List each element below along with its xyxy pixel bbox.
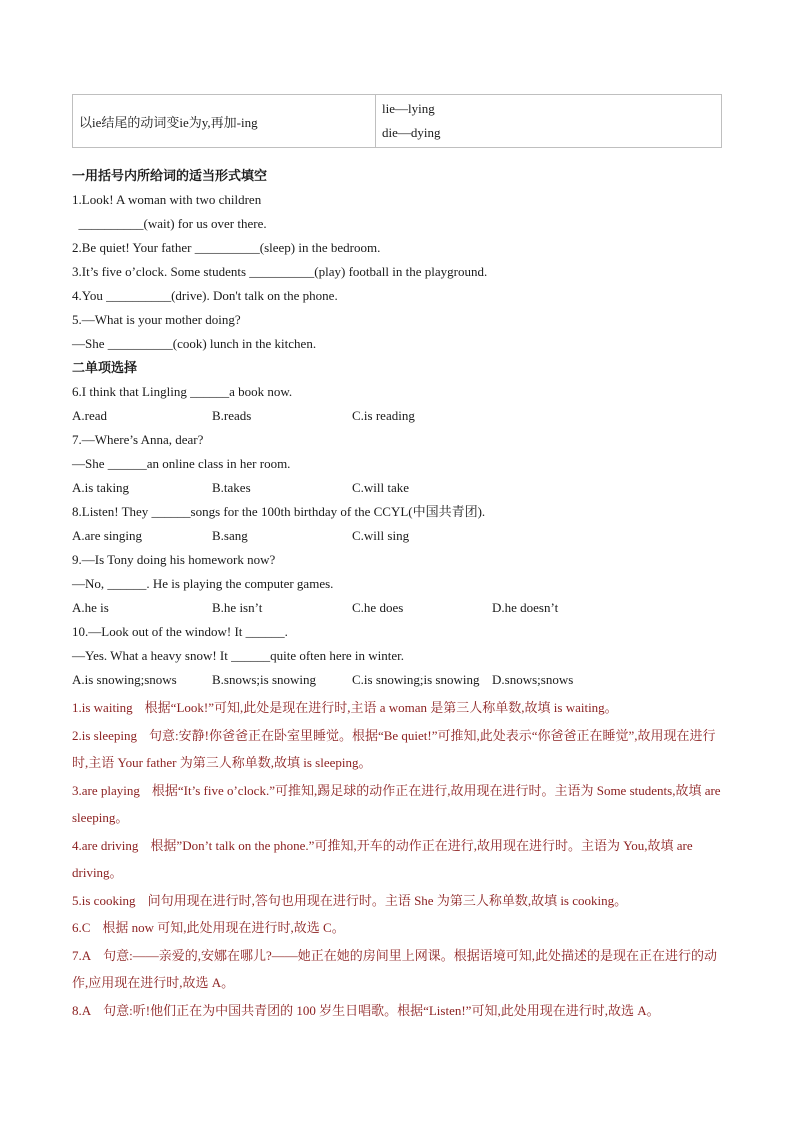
answer-item [72, 777, 724, 832]
answer-item [72, 914, 724, 942]
question-stem: —Yes. What a heavy snow! It ______quite often here in winter. [72, 648, 405, 663]
answer-explanation: 问句用现在进行时,答句也用现在进行时。主语 She 为第三人称单数,故填 is cooking。 [147, 892, 628, 908]
option: B.sang [212, 528, 248, 543]
answer-number: 3.are playing [72, 782, 140, 798]
answer-item [72, 832, 724, 887]
question-stem: 9.—Is Tony doing his homework now? [72, 552, 276, 567]
answer-explanation: 根据”Don’t talk on the phone.”可推知,开车的动作正在进行,故用现在进行时。主语为 You,故填 are driving。 [72, 837, 693, 880]
answer-key [72, 694, 724, 1024]
option: A.is snowing;snows [72, 672, 177, 687]
question-stem: —She ______an online class in her room. [72, 456, 291, 471]
question-stem: 6.I think that Lingling ______a book now. [72, 384, 293, 399]
answer-number: 7.A [72, 947, 92, 963]
option: C.will take [352, 480, 410, 495]
section-title: 二单项选择 [72, 360, 138, 375]
question-stem: —No, ______. He is playing the computer games. [72, 576, 334, 591]
option: B.he isn’t [212, 600, 263, 615]
option: C.will sing [352, 528, 410, 543]
answer-number: 2.is sleeping [72, 727, 137, 743]
answer-item [72, 997, 724, 1025]
answer-item [72, 722, 724, 777]
answer-explanation: 根据“It’s five o’clock.”可推知,踢足球的动作正在进行,故用现在进行时。主语为 Some students,故填 are sleeping。 [72, 782, 721, 825]
question-stem: 10.—Look out of the window! It ______. [72, 624, 288, 639]
exercise-line: 2.Be quiet! Your father __________(sleep) in the bedroom. [72, 240, 381, 255]
option: A.he is [72, 600, 109, 615]
answer-number: 1.is waiting [72, 700, 133, 715]
option: B.takes [212, 480, 251, 495]
option: A.read [72, 408, 108, 423]
spelling-rule-table [72, 94, 722, 148]
answer-number: 4.are driving [72, 837, 139, 853]
rule-examples [376, 95, 722, 148]
rule-description: 以ie结尾的动词变ie为y,再加-ing [73, 95, 376, 148]
answer-item [72, 942, 724, 997]
answer-explanation: 根据 now 可知,此处用现在进行时,故选 C。 [102, 920, 345, 935]
answer-number: 8.A [72, 1002, 92, 1018]
rule-example: lie—lying [382, 101, 435, 116]
answer-explanation: 句意:——亲爱的,安娜在哪儿?——她正在她的房间里上网课。根据语境可知,此处描述的是现在正在进行的动作,应用现在进行时,故选 A。 [72, 947, 718, 990]
option: C.he does [352, 600, 404, 615]
exercise-line: 5.—What is your mother doing? [72, 312, 241, 327]
option: B.snows;is snowing [212, 672, 317, 687]
question-options [72, 476, 724, 500]
answer-explanation: 句意:安静!你爸爸正在卧室里睡觉。根据“Be quiet!”可推知,此处表示“你爸爸正在睡觉”,故用现在进行时,主语 Your father 为第三人称单数,故填 is sleeping。 [72, 727, 716, 770]
exercise-line: —She __________(cook) lunch in the kitchen. [72, 336, 317, 351]
question-options [72, 524, 724, 548]
option: A.are singing [72, 528, 143, 543]
question-stem: 8.Listen! They ______songs for the 100th birthday of the CCYL(中国共青团). [72, 504, 486, 519]
answer-explanation: 句意:听!他们正在为中国共青团的 100 岁生日唱歌。根据“Listen!”可知,此处用现在进行时,故选 A。 [103, 1002, 660, 1018]
question-options [72, 668, 724, 692]
option: B.reads [212, 408, 252, 423]
question-options [72, 596, 724, 620]
answer-number: 6.C [72, 920, 91, 935]
option: C.is snowing;is snowing [352, 672, 480, 687]
option: C.is reading [352, 408, 415, 423]
exercise-line: 3.It’s five o’clock. Some students __________(play) football in the playground. [72, 264, 488, 279]
question-options [72, 404, 724, 428]
option: D.he doesn’t [492, 600, 559, 615]
exercise-content [72, 164, 724, 1024]
exercise-line: 4.You __________(drive). Don't talk on the phone. [72, 288, 338, 303]
exercise-line: __________(wait) for us over there. [72, 216, 267, 231]
answer-number: 5.is cooking [72, 892, 136, 908]
answer-explanation: 根据“Look!”可知,此处是现在进行时,主语 a woman 是第三人称单数,故填 is waiting。 [144, 700, 618, 715]
answer-item [72, 887, 724, 915]
question-stem: 7.—Where’s Anna, dear? [72, 432, 204, 447]
option: D.snows;snows [492, 672, 574, 687]
option: A.is taking [72, 480, 130, 495]
section-title: 一用括号内所给词的适当形式填空 [72, 168, 268, 183]
rule-example: die—dying [382, 125, 441, 140]
answer-item [72, 694, 724, 722]
exercise-line: 1.Look! A woman with two children [72, 192, 262, 207]
